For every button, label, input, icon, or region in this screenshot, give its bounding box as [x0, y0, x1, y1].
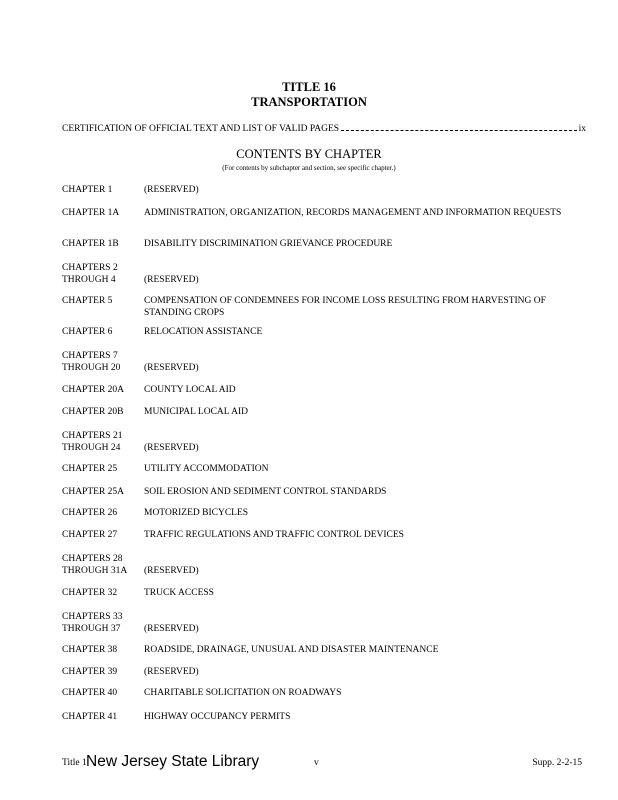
chapter-label: CHAPTER 40	[62, 688, 118, 698]
chapter-label: CHAPTER 26	[62, 508, 118, 518]
certification-label: CERTIFICATION OF OFFICIAL TEXT AND LIST OF VALID PAGES	[62, 124, 340, 134]
chapter-description: TRUCK ACCESS	[144, 588, 214, 598]
chapter-description: TRAFFIC REGULATIONS AND TRAFFIC CONTROL DEVICES	[144, 530, 404, 540]
title-number: TITLE 16	[282, 80, 336, 94]
chapter-description: COMPENSATION OF CONDEMNEES FOR INCOME LOSS RESULTING FROM HARVESTING OF STANDING CROPS	[144, 296, 546, 318]
chapter-label: CHAPTER 32	[62, 588, 118, 598]
chapter-description: CHARITABLE SOLICITATION ON ROADWAYS	[144, 688, 342, 698]
chapter-label: CHAPTERS 28 THROUGH 31A	[62, 554, 128, 576]
chapter-description: (RESERVED)	[144, 362, 199, 373]
chapter-description: UTILITY ACCOMMODATION	[144, 464, 269, 474]
chapter-label: CHAPTERS 21 THROUGH 24	[62, 431, 123, 453]
chapter-description: COUNTY LOCAL AID	[144, 385, 236, 395]
chapter-description: (RESERVED)	[144, 565, 199, 576]
title-name: TRANSPORTATION	[251, 95, 367, 109]
chapter-label: CHAPTER 1	[62, 185, 113, 195]
chapter-description: DISABILITY DISCRIMINATION GRIEVANCE PROCEDURE	[144, 239, 393, 249]
chapter-label: CHAPTER 1A	[62, 208, 120, 218]
page-footer	[62, 753, 582, 772]
chapter-description: SOIL EROSION AND SEDIMENT CONTROL STANDARDS	[144, 487, 387, 497]
supplement-date: Supp. 2-2-15	[532, 758, 582, 768]
contents-note: (For contents by subchapter and section, see specific chapter.)	[222, 164, 396, 172]
library-watermark: New Jersey State Library	[86, 753, 260, 770]
chapter-description: RELOCATION ASSISTANCE	[144, 327, 263, 337]
footer-title: Title 1	[62, 758, 87, 768]
chapter-description: ADMINISTRATION, ORGANIZATION, RECORDS MANAGEMENT AND INFORMATION REQUESTS	[144, 208, 562, 218]
chapter-label: CHAPTER 6	[62, 327, 113, 337]
chapter-label: CHAPTER 27	[62, 530, 118, 540]
chapter-label: CHAPTER 41	[62, 712, 118, 722]
contents-heading: CONTENTS BY CHAPTER	[236, 147, 382, 161]
chapter-label: CHAPTERS 33 THROUGH 37	[62, 612, 123, 634]
chapter-description: (RESERVED)	[144, 623, 199, 634]
chapter-label: CHAPTER 38	[62, 645, 118, 655]
chapter-label: CHAPTER 20A	[62, 385, 125, 395]
chapter-description: MOTORIZED BICYCLES	[144, 508, 249, 518]
chapter-label: CHAPTER 25A	[62, 487, 125, 497]
chapter-label: CHAPTER 1B	[62, 239, 119, 249]
certification-page: ix	[578, 124, 586, 134]
chapter-label: CHAPTER 5	[62, 296, 113, 306]
certification-line	[62, 123, 586, 134]
chapter-description: (RESERVED)	[144, 274, 199, 285]
chapter-label: CHAPTERS 7 THROUGH 20	[62, 351, 121, 373]
chapter-description: (RESERVED)	[144, 185, 199, 195]
chapter-description: MUNICIPAL LOCAL AID	[144, 407, 248, 417]
page-number: v	[314, 758, 319, 768]
chapter-label: CHAPTER 39	[62, 667, 118, 677]
chapter-description: (RESERVED)	[144, 442, 199, 453]
chapter-label: CHAPTER 25	[62, 464, 118, 474]
chapter-label: CHAPTER 20B	[62, 407, 124, 417]
chapter-description: ROADSIDE, DRAINAGE, UNUSUAL AND DISASTER MAINTENANCE	[144, 645, 439, 655]
chapter-description: HIGHWAY OCCUPANCY PERMITS	[144, 712, 291, 722]
chapter-description: (RESERVED)	[144, 667, 199, 677]
chapter-label: CHAPTERS 2 THROUGH 4	[62, 263, 118, 285]
dot-leader	[341, 123, 577, 131]
